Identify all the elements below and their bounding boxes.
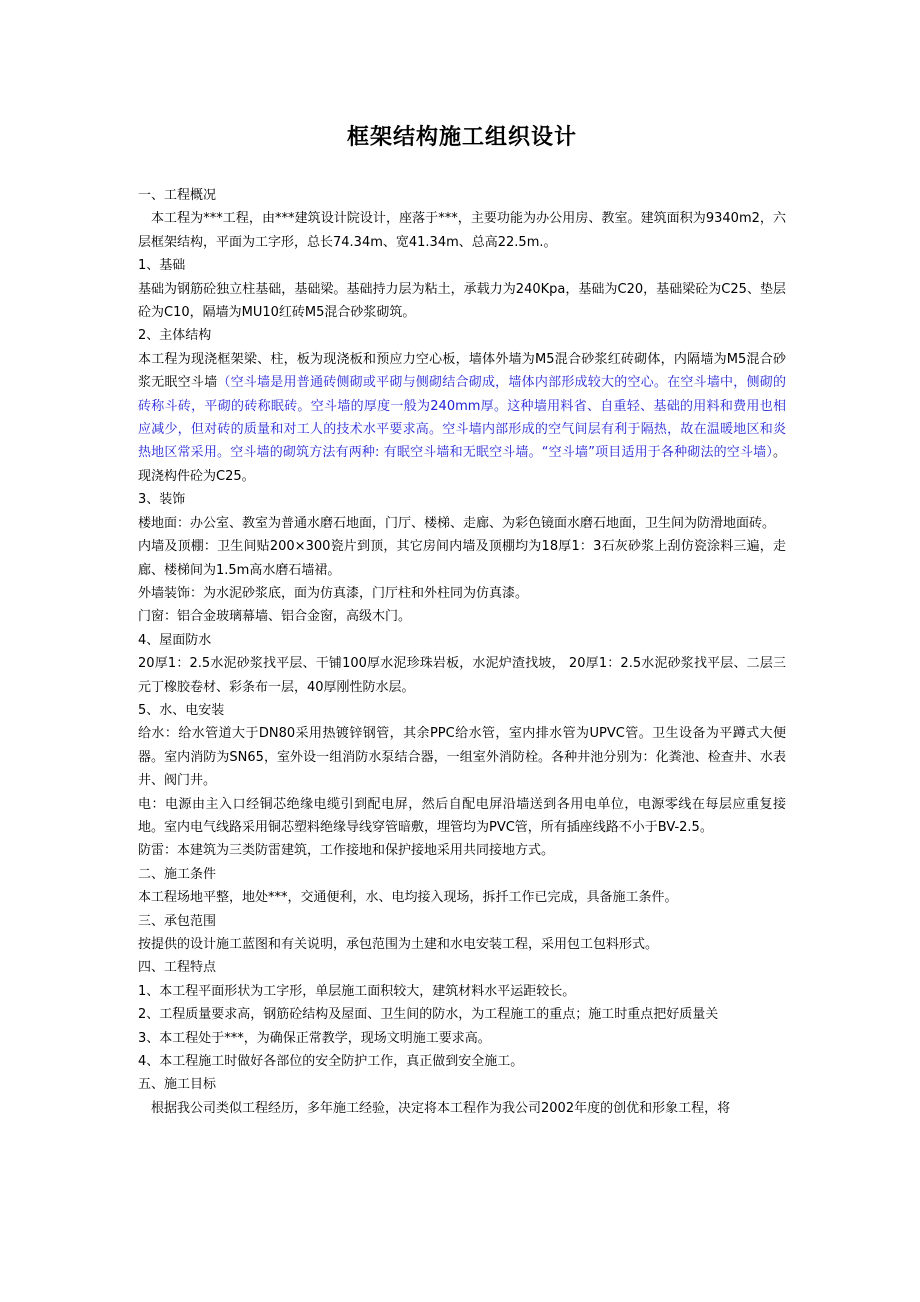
subheading-foundation: 1、基础: [138, 258, 186, 274]
document-page: [138, 118, 786, 1120]
subheading-installation: 5、水、电安装: [138, 702, 225, 718]
section-heading-features: 四、工程特点: [138, 960, 217, 976]
paragraph-doors-windows: 门窗：铝合金玻璃幕墙、铝合金窗，高级木门。: [138, 609, 412, 625]
section-heading-scope: 三、承包范围: [138, 913, 217, 929]
list-item-feature-2: 2、工程质量要求高，钢筋砼结构及屋面、卫生间的防水，为工程施工的重点；施工时重点把好质量关: [138, 1007, 719, 1023]
section-heading-overview: 一、工程概况: [138, 188, 217, 203]
paragraph-scope: 按提供的设计施工蓝图和有关说明，承包范围为土建和水电安装工程，采用包工包料形式。: [138, 937, 659, 952]
paragraph-floor: 楼地面：办公室、教室为普通水磨石地面，门厅、楼梯、走廊、为彩色镜面水磨石地面，卫生间为防滑地面砖。: [138, 515, 776, 531]
subheading-roof-waterproofing: 4、屋面防水: [138, 632, 212, 648]
subheading-decoration: 3、装饰: [138, 492, 186, 508]
paragraph-lightning: 防雷：本建筑为三类防雷建筑，工作接地和保护接地采用共同接地方式。: [138, 843, 555, 859]
paragraph-main-structure: [138, 348, 786, 488]
section-heading-conditions: 二、施工条件: [138, 866, 217, 882]
paragraph-overview: 本工程为***工程，由***建筑设计院设计，座落于***，主要功能为办公用房、教室。建筑面积为9340m2，六层框架结构，平面为工字形，总长74.34m、宽41.34m、总高22.5m.。: [138, 211, 786, 250]
paragraph-conditions: 本工程场地平整，地处***，交通便利，水、电均接入现场，拆扦工作已完成，具备施工条件。: [138, 890, 678, 906]
paragraph-water-supply: 给水：给水管道大于DN80采用热镀锌钢管，其余PPC给水管，室内排水管为UPVC管。卫生设备为平蹲式大便器。室内消防为SN65，室外设一组消防水泵结合器，一组室外消防栓。各种井池分别为：化粪池、检查井、水表井、阀门井。: [138, 726, 786, 789]
hollow-wall-note: （空斗墙是用普通砖侧砌或平砌与侧砌结合砌成，墙体内部形成较大的空心。在空斗墙中，侧砌的砖称斗砖，平砌的砖称眠砖。空斗墙的厚度一般为240mm厚。这种墙用料省、自重轻、基础的用料和费用也相应减少，但对砖的质量和对工人的技术水平要求高。空斗墙内部形成的空气间层有利于隔热，故在温暖地区和炎热地区常采用。空斗墙的砌筑方法有两种: 有眠空斗墙和无眠空斗墙。“空斗墙”项目适用于各种砌法的空斗墙）: [138, 375, 786, 461]
document-title: 框架结构施工组织设计: [346, 125, 577, 150]
main-structure-text: 本工程为现浇框架梁、柱，板为现浇板和预应力空心板，墙体外墙为M5混合砂浆红砖砌体，内隔墙为M5混合砂浆无眠空斗墙: [138, 351, 786, 391]
paragraph-foundation: 基础为钢筋砼独立柱基础，基础梁。基础持力层为粘土，承载力为240Kpa，基础为C20，基础梁砼为C25、垫层砼为C10，隔墙为MU10红砖M5混合砂浆砌筑。: [138, 281, 786, 321]
paragraph-roof: 20厚1：2.5水泥砂浆找平层、干铺100厚水泥珍珠岩板，水泥炉渣找坡， 20厚1：2.5水泥砂浆找平层、二层三元丁橡胶卷材、彩条布一层，40厚刚性防水层。: [138, 656, 786, 695]
subheading-main-structure: 2、主体结构: [138, 328, 212, 344]
section-heading-goals: 五、施工目标: [138, 1077, 217, 1093]
paragraph-goals: 根据我公司类似工程经历，多年施工经验，决定将本工程作为我公司2002年度的创优和形象工程，将: [151, 1100, 731, 1116]
paragraph-interior-wall: 内墙及顶棚：卫生间贴200×300瓷片到顶，其它房间内墙及顶棚均为18厚1：3石灰砂浆上刮仿瓷涂料三遍，走廊、楼梯间为1.5m高水磨石墙裙。: [138, 539, 786, 578]
list-item-feature-4: 4、本工程施工时做好各部位的安全防护工作，真正做到安全施工。: [138, 1054, 524, 1070]
list-item-feature-3: 3、本工程处于***，为确保正常教学，现场文明施工要求高。: [138, 1030, 491, 1046]
paragraph-electrical: 电：电源由主入口经铜芯绝缘电缆引到配电屏，然后自配电屏沿墙送到各用电单位，电源零线在每层应重复接地。室内电气线路采用铜芯塑料绝缘导线穿管暗敷，埋管均为PVC管，所有插座线路不小于BV-2.5。: [138, 796, 786, 835]
list-item-feature-1: 1、本工程平面形状为工字形，单层施工面积较大，建筑材料水平运距较长。: [138, 983, 576, 999]
paragraph-exterior-wall: 外墙装饰：为水泥砂浆底，面为仿真漆，门厅柱和外柱同为仿真漆。: [138, 585, 529, 601]
main-structure-tail: 。现浇构件砼为C25。: [138, 445, 786, 484]
